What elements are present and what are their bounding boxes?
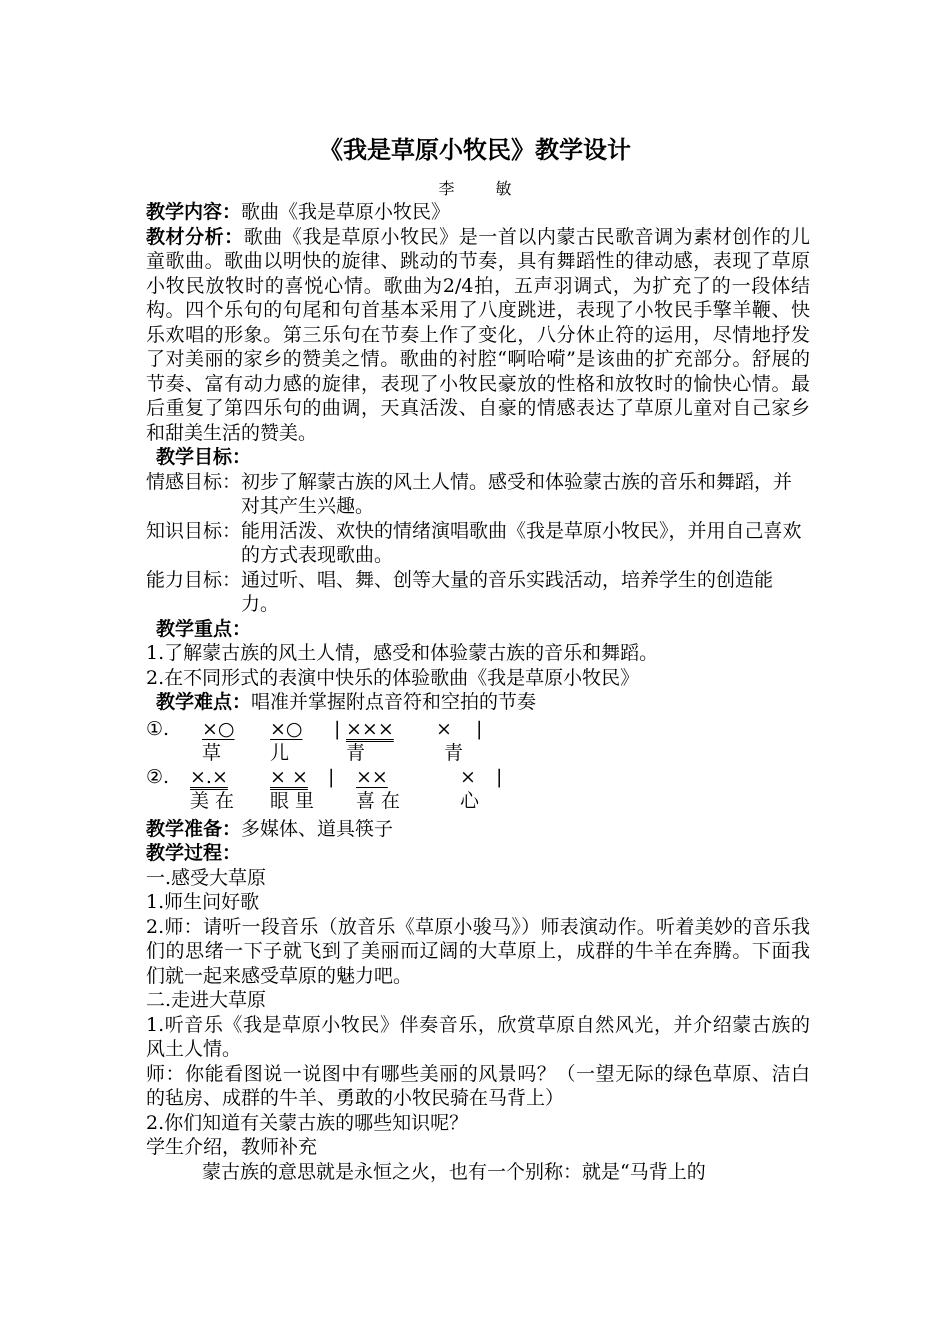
rhythm-lyric: 心: [460, 789, 480, 812]
rhythm-bar: |: [476, 717, 483, 740]
goal-label: 能力目标：: [146, 568, 242, 591]
goal-emotion: [146, 470, 810, 519]
rhythm-lyric: 青: [346, 741, 366, 764]
goal-text: 初步了解蒙古族的风土人情。感受和体验蒙古族的音乐和舞蹈，并对其产生兴趣。: [241, 470, 793, 517]
teaching-content: [146, 200, 810, 225]
rhythm-bar: |: [334, 717, 341, 740]
rhythm-number: ②.: [146, 765, 170, 788]
rhythm-note: × ×: [270, 765, 308, 788]
rhythm-bar: |: [328, 765, 335, 788]
preparation: [146, 817, 810, 842]
rhythm-lyric: 草: [202, 741, 222, 764]
process-line: 二.走进大草原: [146, 989, 267, 1011]
author-name: 李 敏: [438, 179, 530, 198]
goals-heading: 教学目标：: [156, 446, 252, 468]
preparation-label: 教学准备：: [146, 817, 242, 840]
key-point-item: 2.在不同形式的表演中快乐的体验歌曲《我是草原小牧民》: [146, 666, 640, 689]
rhythm-examples: [146, 717, 810, 817]
rhythm-lyric: 喜 在: [356, 789, 401, 812]
analysis-label: 教材分析：: [146, 225, 244, 248]
document-title: 《我是草原小牧民》教学设计: [319, 136, 631, 164]
difficulty: [146, 690, 810, 715]
rhythm-note: ××: [356, 765, 388, 788]
rhythm-bar: |: [496, 765, 503, 788]
goal-label: 情感目标：: [146, 470, 242, 493]
process-line: 2.师：请听一段音乐（放音乐《草原小骏马》）师表演动作。听着美妙的音乐我们的思绪一下子就飞到了美丽而辽阔的大草原上，成群的牛羊在奔腾。下面我们就一起来感受草原的魅力吧。: [146, 915, 810, 987]
process-line: 1.听音乐《我是草原小牧民》伴奏音乐，欣赏草原自然风光，并介绍蒙古族的风土人情。: [146, 1013, 810, 1060]
content-label: 教学内容：: [146, 201, 242, 223]
key-points-heading: 教学重点：: [156, 617, 252, 640]
material-analysis: [146, 225, 810, 446]
goal-ability: [146, 568, 810, 617]
rhythm-lyric: 美 在: [190, 789, 235, 812]
rhythm-note: ×○: [270, 717, 303, 740]
process-last-line: 蒙古族的意思就是永恒之火，也有一个别称：就是“马背上的: [202, 1160, 706, 1183]
content-text: 歌曲《我是草原小牧民》: [241, 201, 451, 223]
rhythm-number: ①.: [146, 717, 170, 740]
analysis-text: 歌曲《我是草原小牧民》是一首以内蒙古民歌音调为素材创作的儿童歌曲。歌曲以明快的旋律、跳动的节奏，具有舞蹈性的律动感，表现了草原小牧民放牧时的喜悦心情。歌曲为2/4拍，五声羽调式，为扩充了的一段体结构。四个乐句的句尾和句首基本采用了八度跳进，表现了小牧民手擎羊鞭、快乐欢唱的形象。第三乐句在节奏上作了变化，八分休止符的运用，尽情地抒发了对美丽的家乡的赞美之情。歌曲的衬腔“啊哈嗬”是该曲的扩充部分。舒展的节奏、富有动力感的旋律，表现了小牧民豪放的性格和放牧时的愉快心情。最后重复了第四乐句的曲调，天真活泼、自豪的情感表达了草原儿童对自己家乡和甜美生活的赞美。: [146, 225, 810, 444]
process-line: 1.师生问好歌: [146, 891, 260, 913]
process-line: 师：你能看图说一说图中有哪些美丽的风景吗？（一望无际的绿色草原、洁白的毡房、成群的牛羊、勇敢的小牧民骑在马背上）: [146, 1062, 810, 1109]
rhythm-note: ×○: [202, 717, 235, 740]
goal-knowledge: [146, 519, 810, 568]
rhythm-note: ×: [436, 717, 452, 740]
document-body: [146, 200, 810, 1184]
goal-text: 能用活泼、欢快的情绪演唱歌曲《我是草原小牧民》，并用自己喜欢的方式表现歌曲。: [241, 519, 802, 566]
rhythm-note: ×××: [346, 717, 394, 740]
process-line: 一.感受大草原: [146, 866, 267, 889]
difficulty-label: 教学难点：: [156, 691, 252, 713]
process-line: 2.你们知道有关蒙古族的哪些知识呢？: [146, 1111, 469, 1134]
preparation-text: 多媒体、道具筷子: [241, 817, 394, 840]
key-point-item: 1.了解蒙古族的风土人情，感受和体验蒙古族的音乐和舞蹈。: [146, 642, 659, 664]
rhythm-note: ×: [460, 765, 476, 788]
rhythm-lyric: 眼 里: [270, 789, 315, 812]
process-heading: 教学过程：: [146, 842, 242, 864]
rhythm-lyric: 青: [444, 741, 464, 764]
goal-text: 通过听、唱、舞、创等大量的音乐实践活动，培养学生的创造能力。: [241, 568, 774, 615]
rhythm-lyric: 儿: [270, 741, 290, 764]
difficulty-text: 唱准并掌握附点音符和空拍的节奏: [251, 691, 537, 713]
rhythm-note: ×.×: [190, 765, 228, 788]
goal-label: 知识目标：: [146, 519, 242, 542]
process-line: 学生介绍，教师补充: [146, 1136, 318, 1158]
